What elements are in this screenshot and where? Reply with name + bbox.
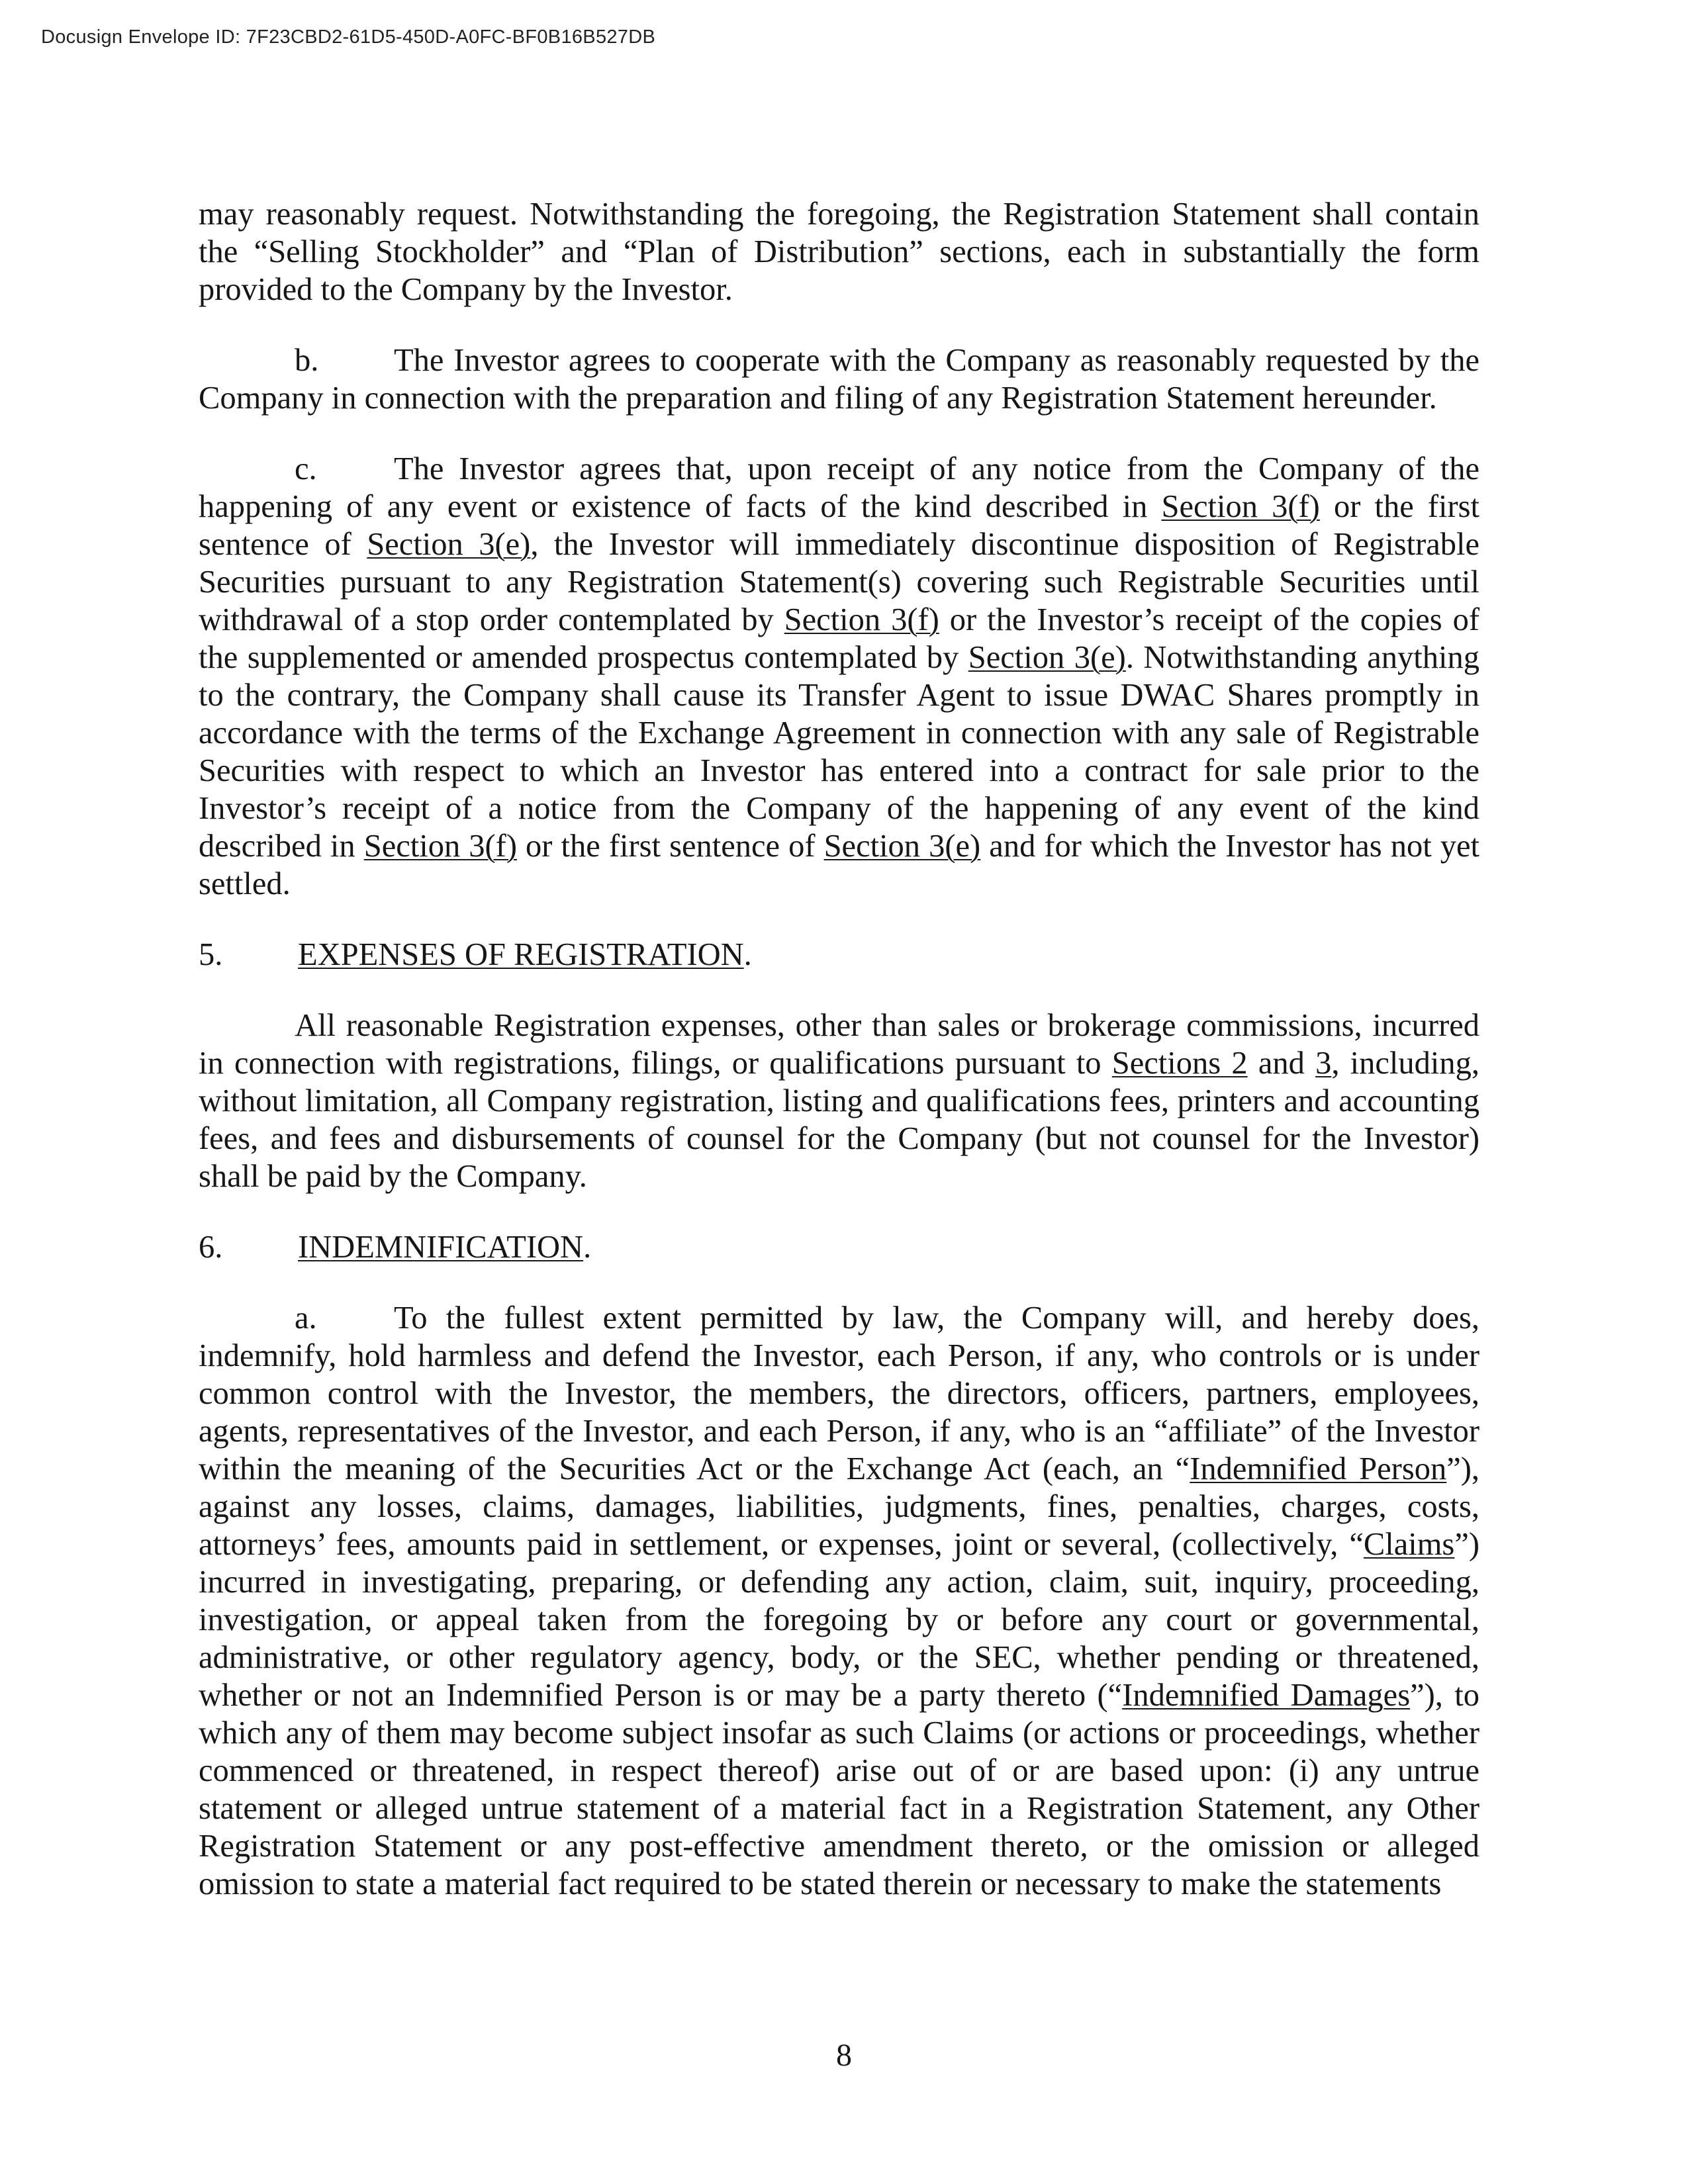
section-title: EXPENSES OF REGISTRATION — [298, 937, 744, 972]
paragraph-marker: c. — [295, 451, 317, 486]
section-reference: 3 — [1315, 1046, 1332, 1081]
section-reference: Section 3(e) — [823, 829, 981, 864]
section-title-period: . — [583, 1230, 592, 1265]
section-number: 6. — [199, 1230, 223, 1265]
page-number: 8 — [836, 2038, 852, 2073]
paragraph-continuation: may reasonably request. Notwithstanding the foregoing, the Registration Statement shall contain the “Selling Stockholder” and “Plan of Distribution” sections, each in substantially the form provided to the Company by the Investor. — [199, 197, 1479, 307]
section-reference: Section 3(f) — [363, 829, 517, 864]
section-reference: Section 3(f) — [1161, 489, 1320, 524]
section-number: 5. — [199, 937, 223, 972]
section-5-heading — [199, 936, 1479, 974]
paragraph-text: , including, without limitation, all Company registration, listing and qualifications fees, printers and accounting fees, and fees and disbursements of counsel for the Company (but not counsel for the Investor) shall be paid by the Company. — [199, 1046, 1479, 1194]
paragraph-text: or the Investor’s receipt of the copies of the supplemented or amended prospectus contemplated by — [199, 602, 1479, 675]
defined-term: Indemnified Person — [1190, 1451, 1447, 1486]
paragraph-marker: b. — [295, 343, 319, 378]
section-5-paragraph — [199, 1007, 1479, 1195]
paragraph-4c — [199, 450, 1479, 903]
section-reference: Section 3(f) — [784, 602, 939, 637]
paragraph-text: ”) incurred in investigating, preparing, or defending any action, claim, suit, inquiry, proceeding, investigation, or appeal taken from the foregoing by or before any court or governmental, administrative, or other regulatory agency, body, or the SEC, whether pending or threatened, whether or not an Indemnified Person is or may be a party thereto (“ — [199, 1527, 1479, 1713]
paragraph-text: The Investor agrees that, upon receipt of any notice from the Company of the happening of any event or existence of facts of the kind described in — [199, 451, 1479, 524]
paragraph-text: ”), against any losses, claims, damages, liabilities, judgments, fines, penalties, charges, costs, attorneys’ fees, amounts paid in settlement, or expenses, joint or several, (collectively, “ — [199, 1451, 1480, 1562]
paragraph-marker: a. — [295, 1300, 317, 1336]
section-title: INDEMNIFICATION — [298, 1230, 584, 1265]
paragraph-text: The Investor agrees to cooperate with the Company as reasonably requested by the Company in connection with the preparation and filing of any Registration Statement hereunder. — [199, 343, 1479, 416]
paragraph-4b — [199, 341, 1479, 417]
paragraph-6a — [199, 1299, 1479, 1903]
paragraph-text: and for which the Investor has not yet settled. — [199, 829, 1479, 901]
document-body — [199, 195, 1479, 1936]
section-reference: Sections 2 — [1111, 1046, 1248, 1081]
paragraph-text: , the Investor will immediately discontinue disposition of Registrable Securities pursuant to any Registration Statement(s) covering such Registrable Securities until withdrawal of a stop order contemplated by — [199, 527, 1480, 637]
paragraph-text: . Notwithstanding anything to the contrary, the Company shall cause its Transfer Agent to issue DWAC Shares promptly in accordance with the terms of the Exchange Agreement in connection with any sale of Registrable Securities with respect to which an Investor has entered into a contract for sale prior to the Investor’s receipt of a notice from the Company of the happening of any event of the kind described in — [199, 640, 1479, 864]
paragraph-text: and — [1247, 1046, 1316, 1081]
defined-term: Indemnified Damages — [1122, 1678, 1411, 1713]
paragraph-text: or the first sentence of — [516, 829, 824, 864]
section-reference: Section 3(e) — [367, 527, 531, 562]
paragraph-text: To the fullest extent permitted by law, the Company will, and hereby does, indemnify, hold harmless and defend the Investor, each Person, if any, who controls or is under common control with the Investor, the members, the directors, officers, partners, employees, agents, representatives of the Investor, and each Person, if any, who is an “affiliate” of the Investor within the meaning of the Securities Act or the Exchange Act (each, an “ — [199, 1300, 1479, 1486]
paragraph-text: ”), to which any of them may become subject insofar as such Claims (or actions or proceedings, whether commenced or threatened, in respect thereof) arise out of or are based upon: (i) any untrue statement or alleged untrue statement of a material fact in a Registration Statement, any Other Registration Statement or any post-effective amendment thereto, or the omission or alleged omission to state a material fact required to be stated therein or necessary to make the statements — [199, 1678, 1480, 1901]
paragraph-text: All reasonable Registration expenses, other than sales or brokerage commissions, incurred in connection with registrations, filings, or qualifications pursuant to — [199, 1008, 1479, 1081]
section-title-period: . — [743, 937, 752, 972]
section-reference: Section 3(e) — [968, 640, 1126, 675]
defined-term: Claims — [1363, 1527, 1455, 1562]
section-6-heading — [199, 1228, 1479, 1266]
paragraph-text: or the first sentence of — [199, 489, 1480, 562]
docusign-envelope-id: Docusign Envelope ID: 7F23CBD2-61D5-450D-A0FC-BF0B16B527DB — [41, 26, 656, 48]
